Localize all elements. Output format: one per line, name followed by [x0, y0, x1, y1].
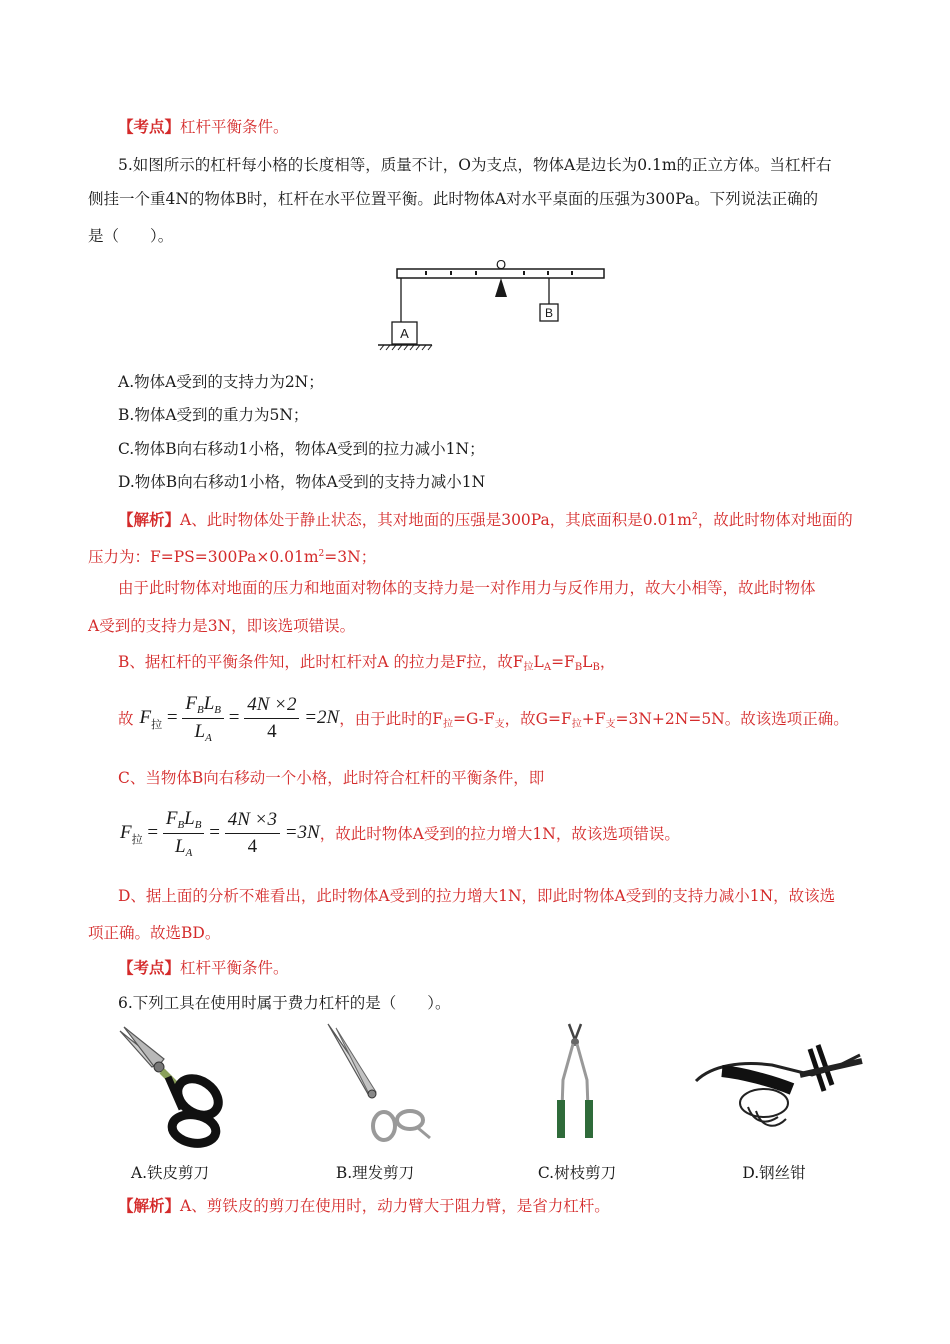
formula-1: $F_拉$ = $\frac{F_BL_B}{L_A}$ = $\frac{4N \times 2}{4}$ =2N: [139, 692, 340, 744]
caption-a: A.铁皮剪刀: [130, 1164, 210, 1182]
jiexi5-p1a: 【解析】A、此时物体处于静止状态，其对地面的压强是300Pa，其底面积是$0.01m^2$，故此时物体对地面的: [118, 510, 853, 529]
q5-option-d: D.物体B向右移动1小格，物体A受到的支持力减小1N: [118, 473, 486, 491]
formula-1-row: 故 $F_拉$ = $\frac{F_BL_B}{L_A}$ = $\frac{4N \times 2}{4}$ =2N ，由于此时的$F_拉=G-F_支$，故$G=F_拉+F_支=3N+2N=5N$。故该选项正确。: [118, 692, 849, 744]
jiexi-bracket: 【解析】: [118, 510, 181, 529]
q5-option-c: C.物体B向右移动1小格，物体A受到的拉力减小1N；: [118, 440, 485, 458]
jiexi5-p1b: 压力为：$F=PS=300Pa\times 0.01m^2=3N$；: [88, 548, 377, 566]
jiexi6-line: [118, 1196, 610, 1216]
jiexi6-text: A、剪铁皮的剪刀在使用时，动力臂大于阻力臂，是省力杠杆。: [180, 1197, 610, 1215]
kaodian-line-2: [118, 958, 289, 978]
kaodian-text-2: 杠杆平衡条件。: [180, 959, 289, 977]
branch-shears-image: [535, 1020, 615, 1145]
formula-2-explanation: ，故此时物体A受到的拉力增大1N，故该选项错误。: [319, 825, 680, 843]
jiexi5-p5b: 项正确。故选BD。: [88, 924, 221, 942]
caption-c: C.树枝剪刀: [537, 1164, 617, 1182]
formula-1-explanation: ，由于此时的$F_拉=G-F_支$，故$G=F_拉+F_支=3N+2N=5N$。故该选项正确。: [339, 709, 849, 730]
kaodian-line-1: [118, 117, 289, 137]
q5-line-1: 5.如图所示的杠杆每小格的长度相等，质量不计，O为支点，物体A是边长为0.1m的正立方体。当杠杆右: [118, 156, 832, 174]
kaodian-bracket-2: 【考点】: [118, 958, 181, 977]
jiexi5-p5a: D、据上面的分析不难看出，此时物体A受到的拉力增大1N，即此时物体A受到的支持力减小1N，故该选: [118, 887, 836, 905]
formula-2-row: [120, 808, 680, 858]
q5-line-2: 侧挂一个重4N的物体B时，杠杆在水平位置平衡。此时物体A对水平桌面的压强为300Pa。下列说法正确的: [88, 190, 819, 208]
jiexi5-p2b: A受到的支持力是3N，即该选项错误。: [88, 617, 356, 635]
block-a-label: A: [400, 326, 409, 341]
q6-line-1: 6.下列工具在使用时属于费力杠杆的是（ ）。: [118, 994, 451, 1012]
jiexi6-bracket: 【解析】: [118, 1196, 181, 1215]
formula-2: $F_拉$ = $\frac{F_BL_B}{L_A}$ = $\frac{4N \times 3}{4}$ =3N: [120, 807, 320, 859]
q5-option-b: B.物体A受到的重力为5N；: [118, 406, 309, 424]
kaodian-text: 杠杆平衡条件。: [180, 118, 289, 136]
jiexi5-p3: B、据杠杆的平衡条件知，此时杠杆对A 的拉力是F拉，故$F_拉L_A=F_BL_B$，: [118, 653, 616, 673]
caption-b: B.理发剪刀: [335, 1164, 415, 1182]
q5-line-3: 是（ ）。: [88, 227, 174, 245]
block-b-label: B: [544, 306, 554, 320]
fulcrum-triangle: [495, 278, 507, 297]
q5-option-a: A.物体A受到的支持力为2N；: [118, 373, 324, 391]
jiexi5-p4: C、当物体B向右移动一个小格，此时符合杠杆的平衡条件，即: [118, 769, 545, 787]
jiexi5-p2a: 由于此时物体对地面的压力和地面对物体的支持力是一对作用力与反作用力，故大小相等，故此时物体: [118, 579, 816, 597]
pivot-label-o: O: [495, 257, 507, 272]
pliers-in-hand-image: [692, 1025, 867, 1140]
kaodian-bracket: 【考点】: [118, 117, 181, 136]
tin-snips-image: [112, 1025, 247, 1150]
lever-figure: [370, 255, 620, 355]
caption-d: D.钢丝钳: [742, 1164, 806, 1182]
hair-scissors-image: [318, 1020, 438, 1150]
